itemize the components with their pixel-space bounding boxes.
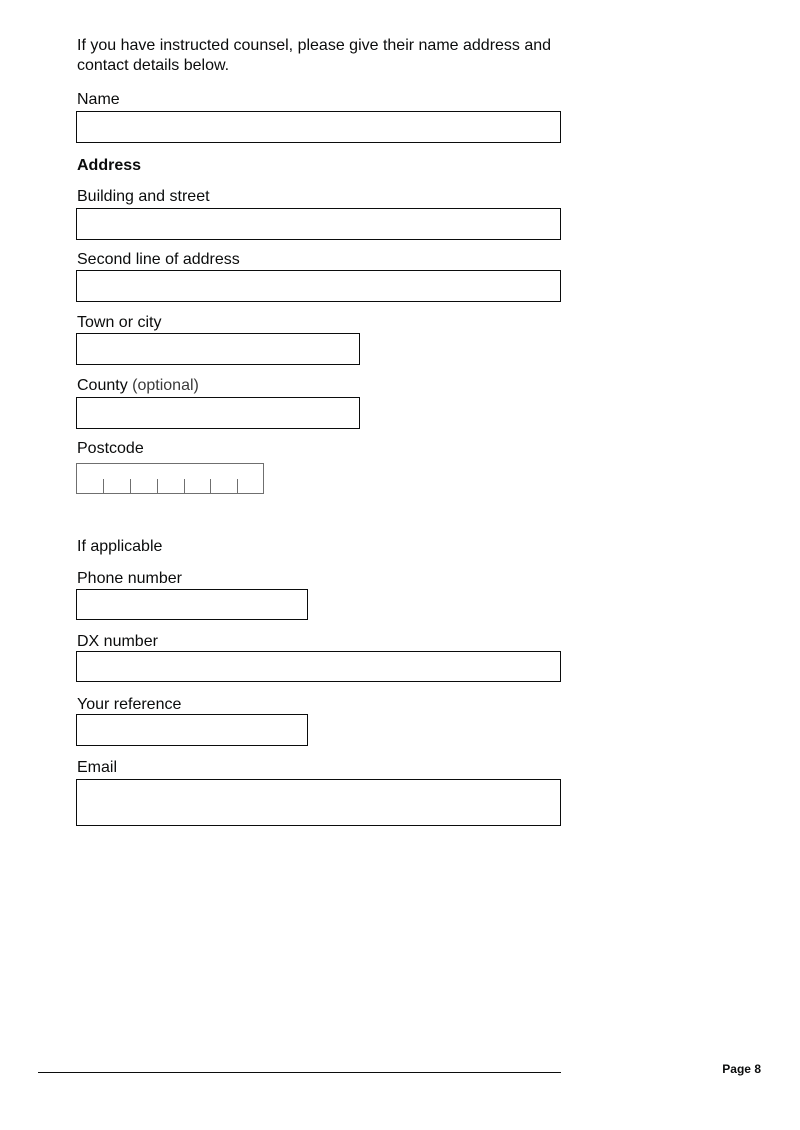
phone-label: Phone number — [77, 570, 182, 587]
address-heading: Address — [77, 157, 142, 174]
name-label: Name — [77, 91, 120, 108]
phone-input[interactable] — [76, 589, 308, 620]
postcode-input[interactable] — [76, 463, 264, 494]
dx-input[interactable] — [76, 651, 561, 682]
town-city-input[interactable] — [76, 333, 360, 365]
building-street-label: Building and street — [77, 188, 210, 205]
county-input[interactable] — [76, 397, 360, 429]
email-label: Email — [77, 759, 118, 776]
footer-divider — [38, 1072, 561, 1073]
email-input[interactable] — [76, 779, 561, 826]
intro-line-2: contact details below. — [77, 57, 230, 74]
postcode-divider — [237, 479, 238, 493]
postcode-label: Postcode — [77, 440, 144, 457]
reference-label: Your reference — [77, 696, 182, 713]
if-applicable-text: If applicable — [77, 538, 163, 555]
name-input[interactable] — [76, 111, 561, 143]
intro-text — [77, 36, 597, 76]
postcode-divider — [184, 479, 185, 493]
building-street-input[interactable] — [76, 208, 561, 240]
town-city-label: Town or city — [77, 314, 162, 331]
county-label-text: County — [77, 377, 128, 394]
second-line-label: Second line of address — [77, 251, 240, 268]
reference-input[interactable] — [76, 714, 308, 746]
page-number: Page 8 — [722, 1062, 761, 1076]
postcode-divider — [103, 479, 104, 493]
intro-line-1: If you have instructed counsel, please give their name address and — [77, 37, 552, 54]
second-line-input[interactable] — [76, 270, 561, 302]
county-label — [77, 376, 199, 396]
dx-label: DX number — [77, 633, 158, 650]
county-optional-hint: (optional) — [132, 377, 199, 394]
postcode-divider — [130, 479, 131, 493]
postcode-divider — [157, 479, 158, 493]
postcode-divider — [210, 479, 211, 493]
